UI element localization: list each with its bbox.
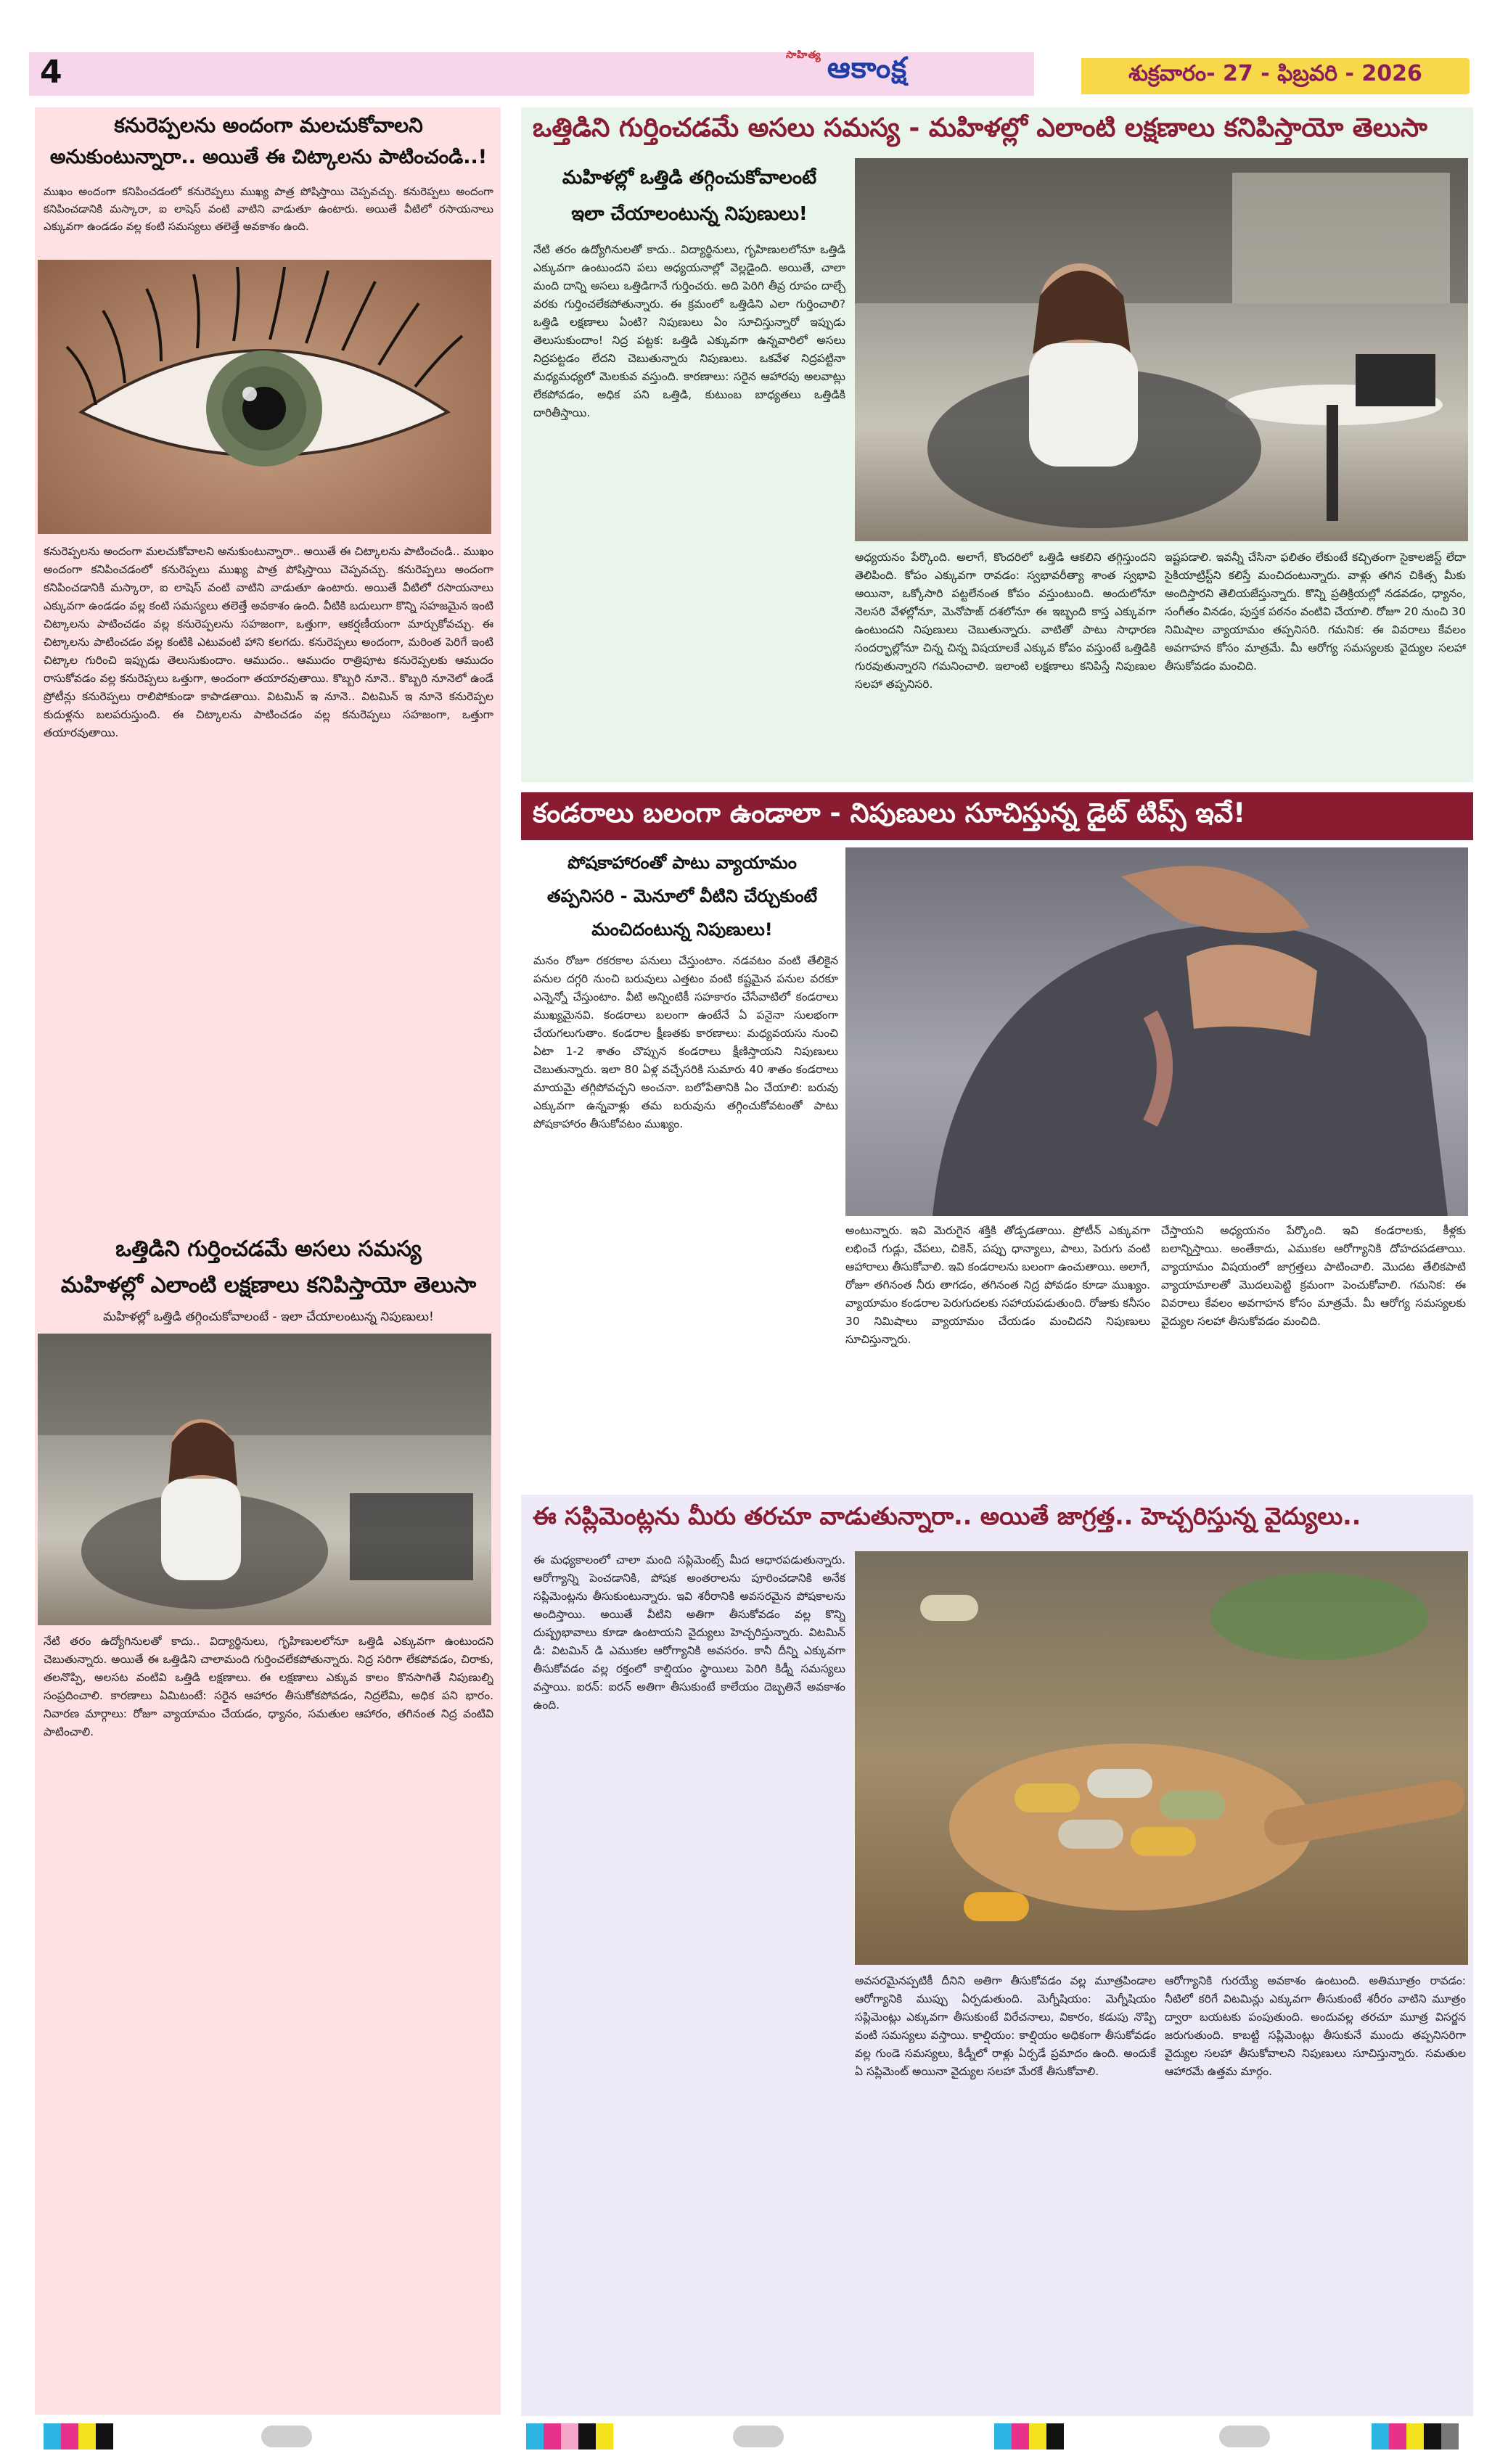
eye-photo <box>38 260 491 534</box>
masthead-logo <box>780 48 954 96</box>
print-colorbar-3 <box>994 2423 1064 2449</box>
left-top-title-line2: అనుకుంటున్నారా.. అయితే ఈ చిట్కాలను పాటించండి..! <box>49 146 488 168</box>
pills-spoon-icon <box>855 1551 1468 1965</box>
supplement-pills-photo <box>855 1551 1468 1965</box>
print-register-mark-2 <box>733 2426 784 2447</box>
left-mid-title-line1: ఒత్తిడిని గుర్తించడమే అసలు సమస్య <box>115 1236 422 1262</box>
page-number: 4 <box>40 54 62 91</box>
logo-tag: సాహిత్య <box>786 49 821 61</box>
logo-text: ఆకాంక్ష <box>827 52 908 85</box>
left-mid-body: నేటి తరం ఉద్యోగినులతో కాదు.. విద్యార్థినులు, గృహిణులలోనూ ఒత్తిడి ఎక్కువగా ఉంటుందని చెబుతున్నారు. అయితే ఈ ఒత్తిడిని చాలామంది గుర్తించలేకపోతున్నారు. నిద్ర సరిగా లేకపోవడం, చిరాకు, తలనొప్పి, అలసట వంటివి ఒత్తిడి లక్షణాలు. ఈ లక్షణాలు ఎక్కువ కాలం కొనసాగితే నిపుణుల్ని సంప్రదించాలి. కారణాలు ఏమిటంటే: సరైన ఆహారం తీసుకోకపోవడం, నిద్రలేమి, అధిక పని భారం. నివారణ మార్గాలు: రోజూ వ్యాయామం చేయడం, ధ్యానం, సమతుల ఆహారం, తగినంత నిద్ర వంటివి పాటించాలి. <box>44 1635 493 1738</box>
shoulder-pain-icon <box>845 847 1468 1216</box>
right-top-banner: ఒత్తిడిని గుర్తించడమే అసలు సమస్య - మహిళల్లో ఎలాంటి లక్షణాలు కనిపిస్తాయో తెలుసా <box>521 107 1473 155</box>
left-top-body: కనురెప్పలను అందంగా మలచుకోవాలని అనుకుంటున్నారా.. అయితే ఈ చిట్కాలను పాటించండి.. ముఖం అందంగా కనిపించడంలో కనురెప్పలు ముఖ్య పాత్ర పోషిస్తాయి చెప్పవచ్చు. కనురెప్పలు అందంగా కనిపించడానికి మస్కారా, ఐ లాషెస్ వంటి వాటిని వాడుతూ ఉంటారు. అయితే వీటిలో రసాయనాలు ఎక్కువగా ఉండడం వల్ల కంటి సమస్యలు తలెత్తే అవకాశం ఉంది. వీటికి బదులుగా కొన్ని సహజమైన ఇంటి చిట్కాలను పాటించడం వల్ల కనురెప్పలను సహజంగా, ఒత్తుగా, ఆకర్షణీయంగా మార్చుకోవచ్చు. ఈ చిట్కాలను పాటించడం వల్ల కంటికి ఎటువంటి హాని కలగదు. కనురెప్పలు అందంగా, మరింత పెరిగే ఇంటి చిట్కాల గురించి ఇప్పుడు తెలుసుకుందాం. ఆముదం.. ఆముదం రాత్రిపూట కనురెప్పలకు ఆముదం రాసుకోవడం వల్ల కనురెప్పలు ఒత్తుగా, అందంగా తయారవుతాయి. కొబ్బరి నూనె.. కొబ్బరి నూనెలో ఉండే ప్రోటీన్లు కనురెప్పలు రాలిపోకుండా కాపాడతాయి. విటమిన్ ఇ నూనె.. విటమిన్ ఇ నూనె కనురెప్పల కుదుళ్లను బలపరుస్తుంది. ఈ చిట్కాలను పాటించడం వల్ల కనురెప్పలు సహజంగా, ఒత్తుగా తయారవుతాయి. <box>44 545 493 739</box>
stressed-woman-large-icon <box>855 158 1468 541</box>
left-top-title-line1: కనురెప్పలను అందంగా మలచుకోవాలని <box>114 113 423 137</box>
left-top-intro: ముఖం అందంగా కనిపించడంలో కనురెప్పలు ముఖ్య పాత్ర పోషిస్తాయి చెప్పవచ్చు. కనురెప్పలు అందంగా కనిపించడానికి మస్కారా, ఐ లాషెస్ వంటి వాటిని వాడుతూ ఉంటారు. అయితే వీటిలో రసాయనాలు ఎక్కువగా ఉండడం వల్ల కంటి సమస్యలు తలెత్తే అవకాశం ఉంది. <box>44 185 493 233</box>
print-colorbar-1 <box>44 2423 113 2449</box>
right-bottom-col1: ఈ మధ్యకాలంలో చాలా మంది సప్లిమెంట్స్ మీద ఆధారపడుతున్నారు. ఆరోగ్యాన్ని పెంచడానికి, పోషక అంతరాలను పూరించడానికి అనేక సప్లిమెంట్లను తీసుకుంటున్నారు. ఇవి శరీరానికి అవసరమైన పోషకాలను అందిస్తాయి. అయితే వీటిని అతిగా తీసుకోవడం వల్ల కొన్ని దుష్ప్రభావాలు కూడా ఉంటాయని వైద్యులు హెచ్చరిస్తున్నారు. విటమిన్ డి: విటమిన్ డి ఎముకల ఆరోగ్యానికి అవసరం. కానీ దీన్ని ఎక్కువగా తీసుకోవడం వల్ల రక్తంలో కాల్షియం స్థాయిలు పెరిగి కిడ్నీ సమస్యలు వస్తాయి. ఐరన్: ఐరన్ అతిగా తీసుకుంటే కాలేయం దెబ్బతినే అవకాశం ఉంది. <box>533 1553 845 1712</box>
right-bottom-col3: ఆరోగ్యానికి గురయ్యే అవకాశం ఉంటుంది. అతిమూత్రం రావడం: నీటిలో కరిగే విటమిన్లు ఎక్కువగా తీసుకుంటే శరీరం వాటిని మూత్రం ద్వారా బయటకు పంపుతుంది. అందువల్ల తరచూ మూత్ర విసర్జన జరుగుతుంది. కాబట్టి సప్లిమెంట్లు తీసుకునే ముందు తప్పనిసరిగా వైద్యుల సలహా తీసుకోవాలని నిపుణులు సూచిస్తున్నారు. సమతుల ఆహారమే ఉత్తమ మార్గం. <box>1165 1974 1466 2078</box>
right-mid-subtitle-line3: మంచిదంటున్న నిపుణులు! <box>591 919 773 940</box>
print-register-mark-3 <box>1219 2426 1270 2447</box>
left-mid-title-line2: మహిళల్లో ఎలాంటి లక్షణాలు కనిపిస్తాయో తెలుసా <box>60 1273 477 1298</box>
stressed-woman-photo-large <box>855 158 1468 541</box>
right-bottom-col2: అవసరమైనప్పటికీ దీనిని అతిగా తీసుకోవడం వల్ల మూత్రపిండాల ఆరోగ్యానికి ముప్పు ఏర్పడుతుంది. మెగ్నీషియం: మెగ్నీషియం సప్లిమెంట్లు ఎక్కువగా తీసుకుంటే విరేచనాలు, వికారం, కడుపు నొప్పి వంటి సమస్యలు వస్తాయి. కాల్షియం: కాల్షియం అధికంగా తీసుకోవడం వల్ల గుండె సమస్యలు, కిడ్నీలో రాళ్లు ఏర్పడే ప్రమాదం ఉంది. అందుకే ఏ సప్లిమెంట్ అయినా వైద్యుల సలహా మేరకే తీసుకోవాలి. <box>855 1974 1156 2078</box>
shoulder-pain-photo <box>845 847 1468 1216</box>
right-top-subtitle-line1: మహిళల్లో ఒత్తిడి తగ్గించుకోవాలంటే <box>562 167 817 189</box>
right-mid-banner: కండరాలు బలంగా ఉండాలా - నిపుణులు సూచిస్తున్న డైట్ టిప్స్ ఇవే! <box>521 792 1473 840</box>
right-top-col2: అధ్యయనం పేర్కొంది. అలాగే, కొందరిలో ఒత్తిడి ఆకలిని తగ్గిస్తుందని తెలిపింది. కోపం ఎక్కువగా రావడం: స్వభావరీత్యా శాంత స్వభావి అయినా, ఒక్కోసారి పట్టలేనంత కోపం వస్తుంటుంది. అందులోనూ నెలసరి వేళల్లోనూ, మెనోపాజ్ దశలోనూ ఈ ఇబ్బంది కాస్త ఎక్కువగా ఉంటుందని నిపుణులు చెబుతున్నారు. వాటితో పాటు సాధారణ సందర్భాల్లోనూ చిన్న చిన్న విషయాలకే ఎక్కువ కోపం వస్తుంటే ఒత్తిడికి గురవుతున్నారని గమనించాలి. ఇలాంటి లక్షణాలు కనిపిస్తే నిపుణుల సలహా తప్పనిసరి. <box>855 551 1156 691</box>
right-mid-col1: మనం రోజూ రకరకాల పనులు చేస్తుంటాం. నడవటం వంటి తేలికైన పనుల దగ్గరి నుంచి బరువులు ఎత్తటం వంటి కష్టమైన పనుల వరకూ ఎన్నెన్నో చేస్తుంటాం. వీటి అన్నింటికీ సహకారం చేసేవాటిలో కండరాలు ముఖ్యమైనవి. కండరాలు బలంగా ఉంటేనే ఏ పనైనా సులభంగా చేయగలుగుతాం. కండరాల క్షీణతకు కారణాలు: మధ్యవయసు నుంచి ఏటా 1-2 శాతం చొప్పున కండరాలు క్షీణిస్తాయని నిపుణులు చెబుతున్నారు. ఇలా 80 ఏళ్ల వచ్చేసరికి సుమారు 40 శాతం కండరాలు మాయమై తగ్గిపోవచ్చని అంచనా. బలోపేతానికి ఏం చేయాలి: బరువు ఎక్కువగా ఉన్నవాళ్లు తమ బరువును తగ్గించుకోవటంతో పాటు పోషకాహారం తీసుకోవటం ముఖ్యం. <box>533 954 838 1130</box>
right-bottom-banner: ఈ సప్లిమెంట్లను మీరు తరచూ వాడుతున్నారా.. అయితే జాగ్రత్త.. హెచ్చరిస్తున్న వైద్యులు.. <box>521 1495 1473 1543</box>
print-colorbar-2 <box>526 2423 613 2449</box>
left-mid-subtitle: మహిళల్లో ఒత్తిడి తగ్గించుకోవాలంటే - ఇలా చేయాలంటున్న నిపుణులు! <box>103 1310 434 1324</box>
print-register-mark-1 <box>261 2426 312 2447</box>
right-top-col1: నేటి తరం ఉద్యోగినులతో కాదు.. విద్యార్థినులు, గృహిణులలోనూ ఒత్తిడి ఎక్కువగా ఉంటుందని పలు అధ్యయనాల్లో వెల్లడైంది. అయితే, చాలా మంది దాన్ని అసలు ఒత్తిడిగానే గుర్తించరు. అది పెరిగి తీవ్ర రూపం దాల్చే వరకు గుర్తించలేకపోతున్నారు. ఈ క్రమంలో ఒత్తిడిని ఎలా గుర్తించాలి? ఒత్తిడి లక్షణాలు ఏంటి? నిపుణులు ఏం సూచిస్తున్నారో ఇప్పుడు తెలుసుకుందాం! నిద్ర పట్టక: ఒత్తిడి ఎక్కువగా ఉన్నవారిలో అసలు నిద్రపట్టడం లేదని చెబుతున్నారు నిపుణులు. ఒకవేళ నిద్రపట్టినా మధ్యమధ్యలో మెలకువ వస్తుంది. కారణాలు: సరైన ఆహారపు అలవాట్లు లేకపోవడం, అధిక పని ఒత్తిడి, కుటుంబ బాధ్యతలు ఒత్తిడికి దారితీస్తాయి. <box>533 243 845 419</box>
stressed-woman-photo-small <box>38 1334 491 1625</box>
stressed-woman-icon <box>38 1334 491 1625</box>
right-mid-subtitle-line2: తప్పనిసరి - మెనూలో వీటిని చేర్చుకుంటే <box>546 886 818 906</box>
print-colorbar-4 <box>1372 2423 1459 2449</box>
date-label: శుక్రవారం- 27 - ఫిబ్రవరి - 2026 <box>1081 58 1470 94</box>
right-mid-subtitle-line1: పోషకాహారంతో పాటు వ్యాయామం <box>567 853 797 873</box>
right-top-subtitle-line2: ఇలా చేయాలంటున్న నిపుణులు! <box>571 203 808 225</box>
eye-illustration-icon <box>38 260 491 534</box>
right-mid-col2: అంటున్నారు. ఇవి మెరుగైన శక్తికి తోడ్పడతాయి. ప్రోటీన్ ఎక్కువగా లభించే గుడ్లు, చేపలు, చికెన్, పప్పు ధాన్యాలు, పాలు, పెరుగు వంటి ఆహారాలు తీసుకోవాలి. ఇవి కండరాలను బలంగా ఉంచుతాయి. అలాగే, రోజూ తగినంత నీరు తాగడం, తగినంత నిద్ర పోవడం కూడా ముఖ్యం. వ్యాయామం కండరాల పెరుగుదలకు సహాయపడుతుంది. రోజుకు కనీసం 30 నిమిషాలు వ్యాయామం చేయడం మంచిదని నిపుణులు సూచిస్తున్నారు. <box>845 1224 1150 1346</box>
right-top-col3: ఇష్టపడాలి. ఇవన్నీ చేసినా ఫలితం లేకుంటే కచ్చితంగా సైకాలజిస్ట్ లేదా సైకియాట్రిస్ట్‌ని కలిస్తే మంచిదంటున్నారు. వాళ్లు తగిన చికిత్స మీకు అందిస్తారని తెలియజేస్తున్నారు. కొన్ని ప్రతిక్రియల్లో నడవడం, ధ్యానం, సంగీతం వినడం, పుస్తక పఠనం వంటివి చేయాలి. రోజూ 20 నుంచి 30 నిమిషాల వ్యాయామం తప్పనిసరి. గమనిక: ఈ వివరాలు కేవలం అవగాహన కోసం మాత్రమే. మీ ఆరోగ్య సమస్యలకు వైద్యుల సలహా తీసుకోవడం మంచిది. <box>1165 551 1466 673</box>
right-mid-col3: చేస్తాయని అధ్యయనం పేర్కొంది. ఇవి కండరాలకు, కీళ్లకు బలాన్నిస్తాయి. అంతేకాదు, ఎముకల ఆరోగ్యానికి దోహదపడతాయి. వ్యాయామం విషయంలో జాగ్రత్తలు పాటించాలి. మొదట తేలికపాటి వ్యాయామాలతో మొదలుపెట్టి క్రమంగా పెంచుకోవాలి. గమనిక: ఈ వివరాలు కేవలం అవగాహన కోసం మాత్రమే. మీ ఆరోగ్య సమస్యలకు వైద్యుల సలహా తీసుకోవడం మంచిది. <box>1161 1224 1466 1328</box>
